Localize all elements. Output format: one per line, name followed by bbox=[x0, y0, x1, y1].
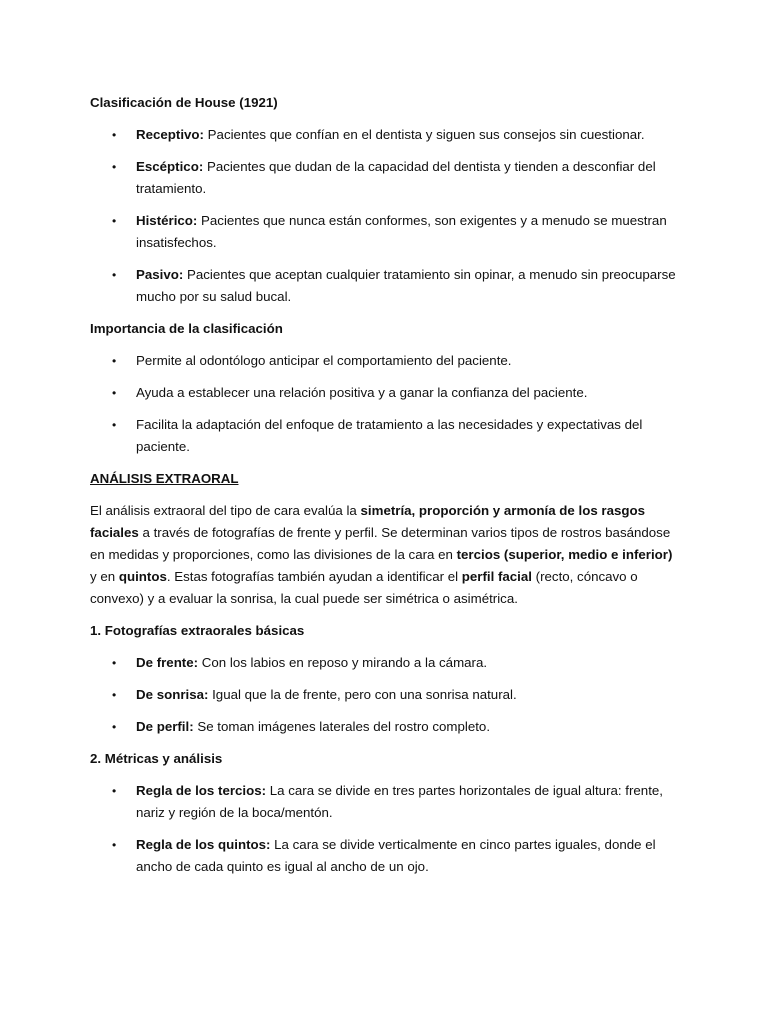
term: De sonrisa: bbox=[136, 687, 209, 702]
list-item bbox=[90, 780, 680, 824]
list-item bbox=[90, 652, 680, 674]
description: Igual que la de frente, pero con una sonrisa natural. bbox=[208, 687, 517, 702]
bullet-icon: • bbox=[112, 354, 117, 368]
bullet-icon: • bbox=[112, 838, 117, 852]
description: Permite al odontólogo anticipar el comportamiento del paciente. bbox=[136, 353, 512, 368]
paragraph-text: . Estas fotografías también ayudan a identificar el bbox=[166, 569, 462, 584]
basic-photos-list bbox=[90, 652, 680, 738]
list-item bbox=[90, 350, 680, 372]
metrics-list bbox=[90, 780, 680, 878]
bullet-icon: • bbox=[112, 160, 117, 174]
description: Ayuda a establecer una relación positiva y a ganar la confianza del paciente. bbox=[136, 385, 588, 400]
term: Regla de los quintos: bbox=[136, 837, 271, 852]
description: La cara se divide en tres partes horizontales de igual altura: frente, nariz y región de la boca/mentón. bbox=[136, 783, 663, 820]
list-item bbox=[90, 156, 680, 200]
term: De perfil: bbox=[136, 719, 194, 734]
list-item bbox=[90, 834, 680, 878]
list-item bbox=[90, 124, 680, 146]
paragraph-text: y en bbox=[90, 569, 119, 584]
description: Con los labios en reposo y mirando a la cámara. bbox=[198, 655, 488, 670]
bullet-icon: • bbox=[112, 656, 117, 670]
term: Pasivo: bbox=[136, 267, 184, 282]
section-heading-importance: Importancia de la clasificación bbox=[90, 321, 283, 336]
paragraph-text: a través de fotografías de frente y perfil. Se determinan varios tipos de rostros basándose en medidas y proporciones, como las divisiones de la cara en bbox=[90, 525, 671, 562]
description: Pacientes que confían en el dentista y siguen sus consejos sin cuestionar. bbox=[203, 127, 645, 142]
bullet-icon: • bbox=[112, 784, 117, 798]
section-heading-metrics: 2. Métricas y análisis bbox=[90, 751, 223, 766]
term: Escéptico: bbox=[136, 159, 204, 174]
bullet-icon: • bbox=[112, 386, 117, 400]
description: Pacientes que nunca están conformes, son exigentes y a menudo se muestran insatisfechos. bbox=[136, 213, 667, 250]
paragraph-text: (recto, cóncavo o convexo) y a evaluar la sonrisa, la cual puede ser simétrica o asimétrica. bbox=[90, 569, 638, 606]
section-heading-basic-photos: 1. Fotografías extraorales básicas bbox=[90, 623, 305, 638]
list-item bbox=[90, 414, 680, 458]
term: Histérico: bbox=[136, 213, 198, 228]
description: Pacientes que dudan de la capacidad del dentista y tienden a desconfiar del tratamiento. bbox=[136, 159, 656, 196]
bullet-icon: • bbox=[112, 418, 117, 432]
term: De frente: bbox=[136, 655, 199, 670]
list-item bbox=[90, 716, 680, 738]
description: La cara se divide verticalmente en cinco partes iguales, donde el ancho de cada quinto es igual al ancho de un ojo. bbox=[136, 837, 656, 874]
bullet-icon: • bbox=[112, 128, 117, 142]
importance-list bbox=[90, 350, 680, 458]
paragraph-bold-text: simetría, proporción y armonía de los rasgos faciales bbox=[90, 503, 646, 540]
description: Se toman imágenes laterales del rostro completo. bbox=[193, 719, 491, 734]
document-content bbox=[90, 92, 680, 888]
house-classification-list bbox=[90, 124, 680, 308]
description: Pacientes que aceptan cualquier tratamiento sin opinar, a menudo sin preocuparse mucho por su salud bucal. bbox=[136, 267, 676, 304]
paragraph-bold-text: tercios (superior, medio e inferior) bbox=[456, 547, 673, 562]
list-item bbox=[90, 684, 680, 706]
bullet-icon: • bbox=[112, 214, 117, 228]
bullet-icon: • bbox=[112, 268, 117, 282]
list-item bbox=[90, 264, 680, 308]
extraoral-analysis-paragraph bbox=[90, 500, 680, 610]
paragraph-bold-text: perfil facial bbox=[461, 569, 532, 584]
section-heading-house-classification: Clasificación de House (1921) bbox=[90, 95, 278, 110]
paragraph-text: El análisis extraoral del tipo de cara evalúa la bbox=[90, 503, 361, 518]
bullet-icon: • bbox=[112, 688, 117, 702]
term: Regla de los tercios: bbox=[136, 783, 267, 798]
list-item bbox=[90, 382, 680, 404]
list-item bbox=[90, 210, 680, 254]
bullet-icon: • bbox=[112, 720, 117, 734]
term: Receptivo: bbox=[136, 127, 204, 142]
paragraph-bold-text: quintos bbox=[118, 569, 167, 584]
description: Facilita la adaptación del enfoque de tratamiento a las necesidades y expectativas del paciente. bbox=[136, 417, 643, 454]
section-heading-extraoral-analysis: ANÁLISIS EXTRAORAL bbox=[90, 471, 239, 486]
